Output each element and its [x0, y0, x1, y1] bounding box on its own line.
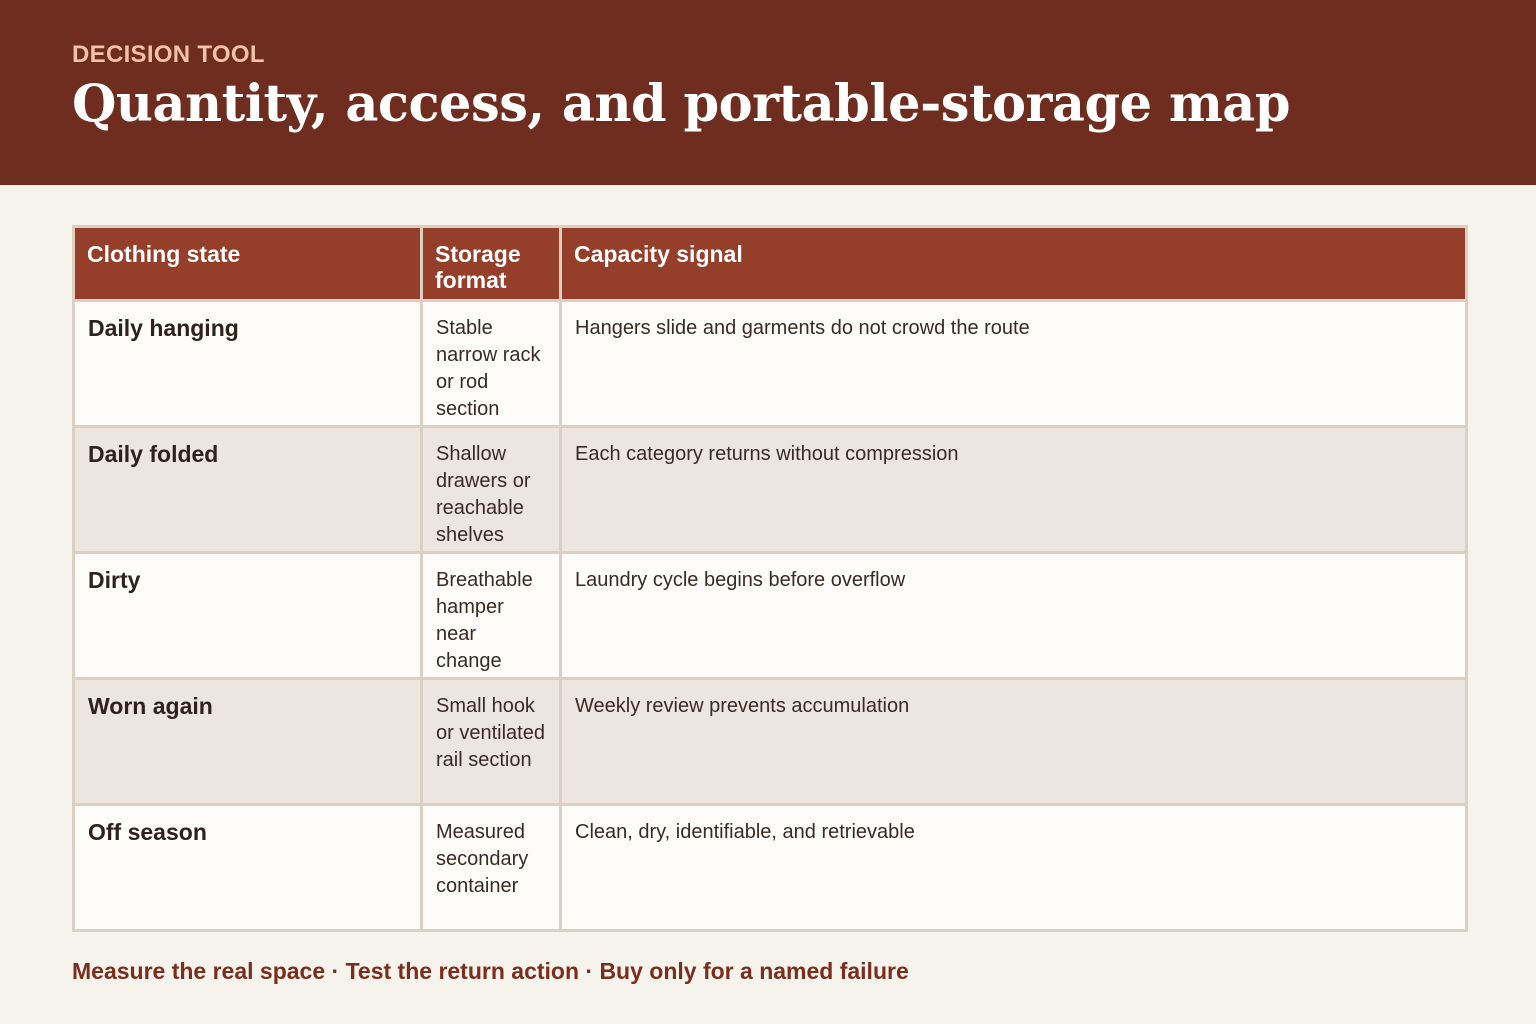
storage-map-table	[72, 225, 1468, 932]
column-header-clothing-state: Clothing state	[74, 227, 422, 301]
clothing-state-cell: Worn again	[74, 679, 422, 805]
header-banner	[0, 0, 1536, 185]
table-row	[74, 427, 1467, 553]
table-header-row	[74, 227, 1467, 301]
clothing-state-cell: Daily folded	[74, 427, 422, 553]
table-row	[74, 679, 1467, 805]
column-header-capacity-signal: Capacity signal	[561, 227, 1467, 301]
table-row	[74, 553, 1467, 679]
capacity-signal-cell: Laundry cycle begins before overflow	[561, 553, 1467, 679]
storage-format-cell: Small hook or ventilated rail section	[422, 679, 561, 805]
footer-principles: Measure the real space · Test the return action · Buy only for a named failure	[72, 958, 909, 984]
clothing-state-cell: Off season	[74, 805, 422, 931]
storage-format-cell: Stable narrow rack or rod section	[422, 301, 561, 427]
table-row	[74, 805, 1467, 931]
capacity-signal-cell: Clean, dry, identifiable, and retrievable	[561, 805, 1467, 931]
capacity-signal-cell: Each category returns without compression	[561, 427, 1467, 553]
storage-format-cell: Shallow drawers or reachable shelves	[422, 427, 561, 553]
column-header-storage-format: Storage format	[422, 227, 561, 301]
capacity-signal-cell: Weekly review prevents accumulation	[561, 679, 1467, 805]
table-row	[74, 301, 1467, 427]
clothing-state-cell: Daily hanging	[74, 301, 422, 427]
storage-format-cell: Measured secondary container	[422, 805, 561, 931]
page-title: Quantity, access, and portable-storage map	[72, 74, 1290, 134]
clothing-state-cell: Dirty	[74, 553, 422, 679]
storage-format-cell: Breathable hamper near change	[422, 553, 561, 679]
eyebrow-label: DECISION TOOL	[72, 41, 265, 68]
capacity-signal-cell: Hangers slide and garments do not crowd the route	[561, 301, 1467, 427]
